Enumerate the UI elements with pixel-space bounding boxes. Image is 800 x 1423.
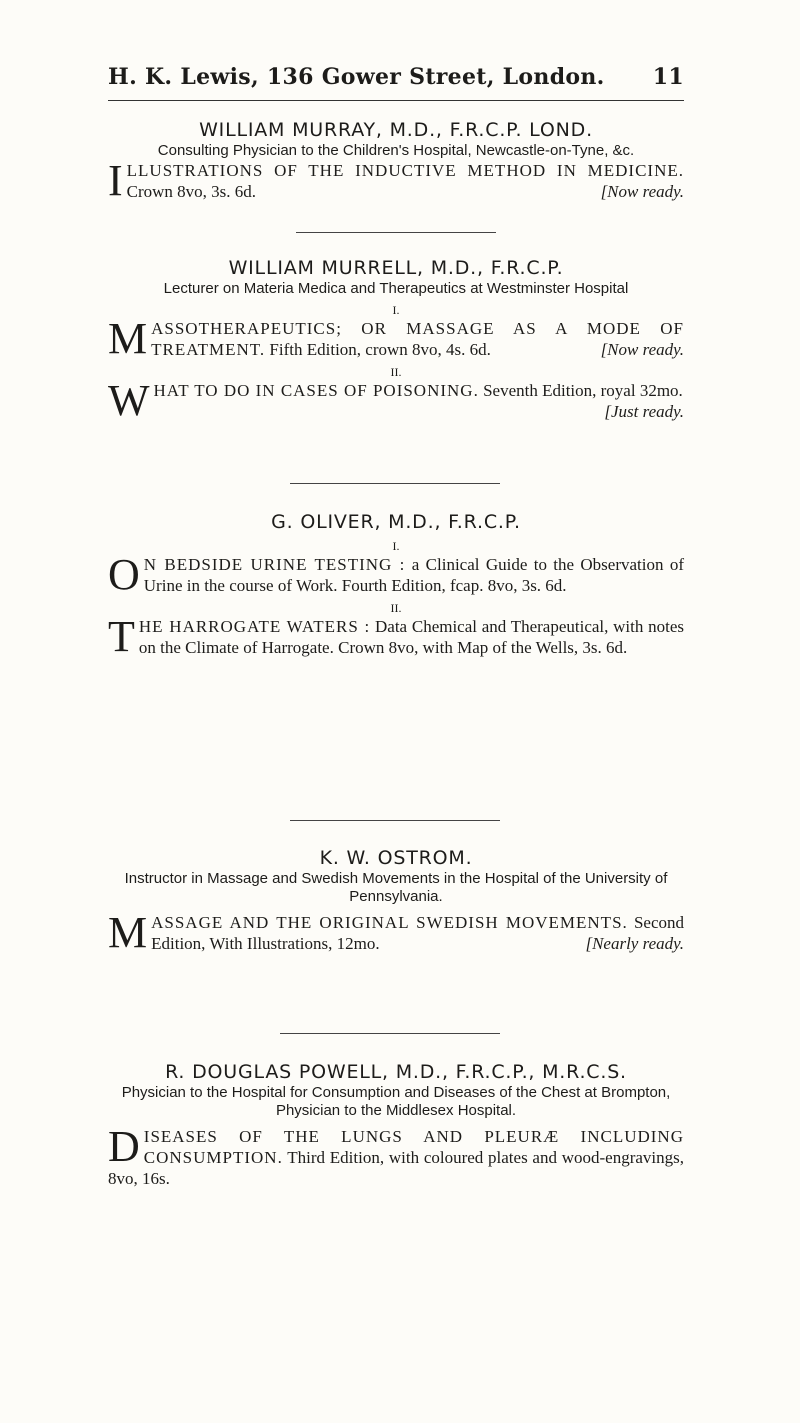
author-affiliation: Lecturer on Materia Medica and Therapeutics at Westminster Hospital (163, 280, 629, 297)
author-entry-oliver (108, 510, 685, 661)
book-entry (108, 1122, 685, 1189)
book-title: HE HARROGATE WATERS : (138, 617, 371, 636)
author-entry-powell (108, 1060, 684, 1189)
drop-cap: W (108, 376, 150, 425)
author-name: R. DOUGLAS POWELL, M.D., F.R.C.P., M.R.C.S. (165, 1061, 627, 1083)
running-head (108, 64, 684, 90)
book-title: ASSAGE AND THE ORIGINAL SWEDISH MOVEMENTS. (151, 913, 628, 932)
availability-status: [Now ready. (600, 182, 684, 201)
book-entry (108, 908, 685, 957)
author-affiliation: Consulting Physician to the Children's Hospital, Newcastle-on-Tyne, &c. (157, 142, 635, 159)
section-divider (296, 232, 496, 233)
book-entry (108, 376, 684, 425)
book-details: Data Chemical and Therapeutical, with notes on the Climate of Harrogate. Crown 8vo, with Map of the Wells, 3s. 6d. (138, 617, 685, 657)
book-entry (108, 612, 685, 661)
section-divider (280, 1033, 500, 1034)
drop-cap: M (108, 314, 148, 363)
author-entry-murrell (108, 256, 684, 425)
page-number: 11 (652, 64, 684, 90)
book-number: I. (392, 303, 400, 317)
book-number: I. (392, 539, 400, 553)
drop-cap: O (108, 550, 140, 599)
book-title: ISEASES OF THE LUNGS AND PLEURÆ INCLUDING CONSUMPTION. (143, 1127, 684, 1167)
book-title: ASSOTHERAPEUTICS; OR MASSAGE AS A MODE OF TREATMENT. (151, 319, 684, 359)
book-details: Seventh Edition, royal 32mo. (483, 381, 683, 400)
availability-status: [Just ready. (604, 402, 684, 421)
book-title: HAT TO DO IN CASES OF POISONING. (153, 381, 479, 400)
book-number: II. (390, 365, 402, 379)
book-entry (108, 314, 684, 363)
author-name: WILLIAM MURRAY, M.D., F.R.C.P. LOND. (199, 119, 593, 141)
drop-cap: D (108, 1122, 140, 1171)
book-title: N BEDSIDE URINE TESTING : (143, 555, 406, 574)
drop-cap: M (108, 908, 148, 957)
book-details: Second Edition, With Illustrations, 12mo. (151, 913, 685, 953)
book-details: a Clinical Guide to the Observation of Urine in the course of Work. Fourth Edition, fcap. 8vo, 3s. 6d. (143, 555, 685, 595)
header-rule (108, 100, 684, 101)
availability-status: [Nearly ready. (585, 934, 684, 953)
author-entry-murray (108, 118, 684, 205)
availability-status: [Now ready. (600, 340, 684, 359)
book-details: Fifth Edition, crown 8vo, 4s. 6d. (269, 340, 491, 359)
author-name: K. W. OSTROM. (319, 847, 473, 869)
author-affiliation: Instructor in Massage and Swedish Movements in the Hospital of the University of Pennsylvania. (124, 870, 668, 905)
author-entry-ostrom (108, 846, 685, 957)
book-details: Third Edition, with coloured plates and wood-engravings, 8vo, 16s. (108, 1148, 685, 1188)
author-name: WILLIAM MURRELL, M.D., F.R.C.P. (228, 257, 564, 279)
section-divider (290, 483, 500, 484)
publisher-address: H. K. Lewis, 136 Gower Street, London. (108, 64, 605, 90)
author-name: G. OLIVER, M.D., F.R.C.P. (271, 511, 521, 533)
book-entry (108, 550, 685, 599)
drop-cap: T (108, 612, 135, 661)
book-details: Crown 8vo, 3s. 6d. (126, 182, 257, 201)
book-number: II. (390, 601, 402, 615)
book-title: LLUSTRATIONS OF THE INDUCTIVE METHOD IN MEDICINE. (126, 161, 684, 180)
section-divider (290, 820, 500, 821)
drop-cap: I (108, 156, 123, 205)
author-affiliation: Physician to the Hospital for Consumption and Diseases of the Chest at Brompton, Physician to the Middlesex Hospital. (121, 1084, 671, 1119)
book-entry (108, 156, 684, 205)
